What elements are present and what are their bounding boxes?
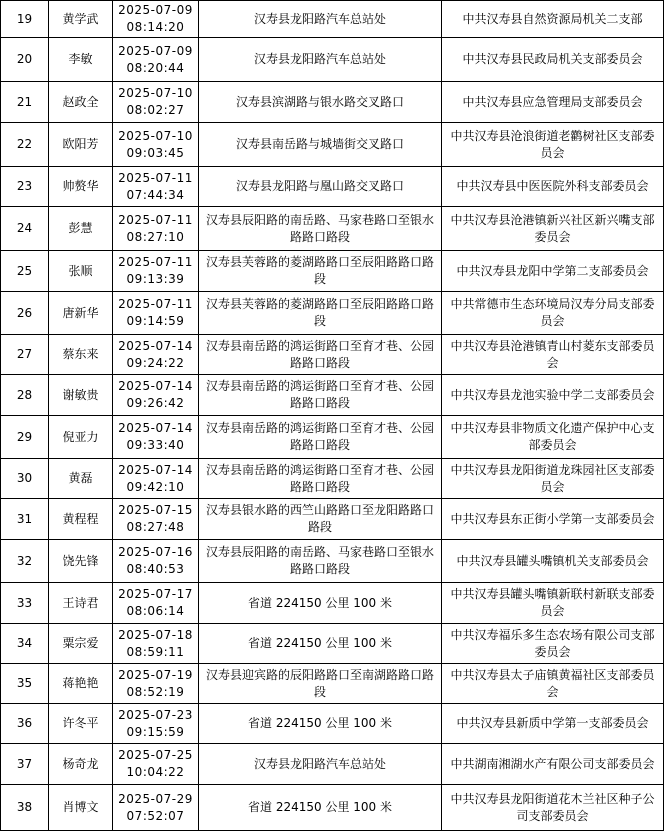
- organization-cell: 中共汉寿县东正街小学第一支部委员会: [442, 499, 664, 540]
- location-cell: 汉寿县芙蓉路的菱湖路路口至辰阳路路口路段: [199, 292, 442, 335]
- row-number-cell: 27: [1, 335, 49, 375]
- name-cell: 许冬平: [49, 704, 113, 744]
- row-number-cell: 22: [1, 123, 49, 167]
- row-number-cell: 20: [1, 38, 49, 82]
- datetime-cell: [113, 540, 199, 583]
- time-text: 10:04:22: [126, 765, 185, 779]
- datetime-cell: [113, 459, 199, 499]
- time-text: 08:14:20: [126, 20, 185, 34]
- time-text: 08:27:48: [126, 520, 185, 534]
- name-cell: 张顺: [49, 251, 113, 292]
- datetime-cell: [113, 664, 199, 704]
- date-text: 2025-07-25: [118, 748, 193, 762]
- location-cell: 汉寿县龙阳路汽车总站处: [199, 1, 442, 38]
- date-text: 2025-07-19: [118, 667, 193, 682]
- time-text: 09:14:59: [126, 314, 185, 328]
- table-row: [1, 785, 664, 831]
- date-text: 2025-07-15: [118, 503, 193, 517]
- name-cell: 黄磊: [49, 459, 113, 499]
- time-text: 08:40:53: [126, 562, 185, 576]
- datetime-cell: [113, 167, 199, 207]
- name-cell: 唐新华: [49, 292, 113, 335]
- date-text: 2025-07-14: [118, 338, 193, 353]
- name-cell: 粟宗爱: [49, 624, 113, 664]
- date-text: 2025-07-23: [118, 707, 193, 722]
- datetime-cell: [113, 82, 199, 123]
- table-row: [1, 123, 664, 167]
- date-text: 2025-07-29: [118, 791, 193, 806]
- date-text: 2025-07-17: [118, 587, 193, 601]
- time-text: 09:42:10: [126, 479, 185, 494]
- table-row: [1, 583, 664, 624]
- date-text: 2025-07-16: [118, 545, 193, 559]
- name-cell: 蔡东来: [49, 335, 113, 375]
- organization-cell: 中共汉寿县自然资源局机关二支部: [442, 1, 664, 38]
- date-text: 2025-07-14: [118, 421, 193, 435]
- row-number-cell: 24: [1, 207, 49, 251]
- row-number-cell: 34: [1, 624, 49, 664]
- organization-cell: 中共汉寿县龙阳街道花木兰社区种子公司支部委员会: [442, 785, 664, 831]
- time-text: 09:24:22: [126, 355, 185, 370]
- date-text: 2025-07-11: [118, 212, 193, 227]
- table-row: [1, 251, 664, 292]
- datetime-cell: [113, 416, 199, 459]
- organization-cell: 中共湖南湘湖水产有限公司支部委员会: [442, 744, 664, 785]
- row-number-cell: 31: [1, 499, 49, 540]
- datetime-cell: [113, 704, 199, 744]
- table-row: [1, 459, 664, 499]
- table-row: [1, 499, 664, 540]
- datetime-cell: [113, 583, 199, 624]
- table-row: [1, 664, 664, 704]
- datetime-cell: [113, 375, 199, 416]
- location-cell: 汉寿县辰阳路的南岳路、马家巷路口至银水路路口路段: [199, 540, 442, 583]
- time-text: 08:02:27: [126, 103, 185, 117]
- time-text: 09:03:45: [126, 145, 185, 160]
- datetime-cell: [113, 499, 199, 540]
- name-cell: 欧阳芳: [49, 123, 113, 167]
- row-number-cell: 37: [1, 744, 49, 785]
- table-row: [1, 82, 664, 123]
- datetime-cell: [113, 335, 199, 375]
- date-text: 2025-07-11: [118, 255, 193, 269]
- name-cell: 黄程程: [49, 499, 113, 540]
- organization-cell: 中共汉寿县沧港镇新兴社区新兴嘴支部委员会: [442, 207, 664, 251]
- organization-cell: 中共汉寿县太子庙镇黄福社区支部委员会: [442, 664, 664, 704]
- time-text: 07:52:07: [126, 808, 185, 823]
- location-cell: 汉寿县辰阳路的南岳路、马家巷路口至银水路路口路段: [199, 207, 442, 251]
- table-row: [1, 167, 664, 207]
- name-cell: 帅赘华: [49, 167, 113, 207]
- name-cell: 杨奇龙: [49, 744, 113, 785]
- row-number-cell: 28: [1, 375, 49, 416]
- date-text: 2025-07-09: [118, 43, 193, 58]
- date-text: 2025-07-18: [118, 627, 193, 642]
- location-cell: 汉寿县南岳路的鸿运街路口至育才巷、公园路路口路段: [199, 335, 442, 375]
- organization-cell: 中共汉寿福乐多生态农场有限公司支部委员会: [442, 624, 664, 664]
- time-text: 08:06:14: [126, 604, 185, 618]
- table-body: [1, 1, 664, 831]
- location-cell: 省道 224150 公里 100 米: [199, 785, 442, 831]
- date-text: 2025-07-11: [118, 170, 193, 185]
- name-cell: 赵政全: [49, 82, 113, 123]
- table-row: [1, 704, 664, 744]
- table-row: [1, 744, 664, 785]
- location-cell: 汉寿县滨湖路与银水路交叉路口: [199, 82, 442, 123]
- name-cell: 倪亚力: [49, 416, 113, 459]
- row-number-cell: 26: [1, 292, 49, 335]
- location-cell: 汉寿县南岳路与城墙街交叉路口: [199, 123, 442, 167]
- organization-cell: 中共汉寿县中医医院外科支部委员会: [442, 167, 664, 207]
- datetime-cell: [113, 624, 199, 664]
- row-number-cell: 29: [1, 416, 49, 459]
- time-text: 07:44:34: [126, 187, 185, 202]
- location-cell: 省道 224150 公里 100 米: [199, 624, 442, 664]
- row-number-cell: 30: [1, 459, 49, 499]
- time-text: 08:27:10: [126, 229, 185, 244]
- name-cell: 蒋艳艳: [49, 664, 113, 704]
- date-text: 2025-07-11: [118, 297, 193, 311]
- row-number-cell: 25: [1, 251, 49, 292]
- location-cell: 汉寿县龙阳路汽车总站处: [199, 744, 442, 785]
- row-number-cell: 23: [1, 167, 49, 207]
- date-text: 2025-07-10: [118, 86, 193, 100]
- name-cell: 肖博文: [49, 785, 113, 831]
- time-text: 08:59:11: [126, 644, 185, 659]
- table-row: [1, 292, 664, 335]
- organization-cell: 中共汉寿县罐头嘴镇新联村新联支部委员会: [442, 583, 664, 624]
- time-text: 09:26:42: [126, 396, 185, 410]
- row-number-cell: 32: [1, 540, 49, 583]
- organization-cell: 中共汉寿县龙池实验中学二支部委员会: [442, 375, 664, 416]
- row-number-cell: 35: [1, 664, 49, 704]
- name-cell: 谢敏贵: [49, 375, 113, 416]
- table-row: [1, 207, 664, 251]
- datetime-cell: [113, 1, 199, 38]
- datetime-cell: [113, 744, 199, 785]
- name-cell: 饶先锋: [49, 540, 113, 583]
- location-cell: 汉寿县银水路的西竺山路路口至龙阳路路口路段: [199, 499, 442, 540]
- location-cell: 省道 224150 公里 100 米: [199, 704, 442, 744]
- row-number-cell: 19: [1, 1, 49, 38]
- organization-cell: 中共汉寿县非物质文化遗产保护中心支部委员会: [442, 416, 664, 459]
- table-row: [1, 1, 664, 38]
- location-cell: 省道 224150 公里 100 米: [199, 583, 442, 624]
- organization-cell: 中共汉寿县应急管理局支部委员会: [442, 82, 664, 123]
- time-text: 08:20:44: [126, 60, 185, 75]
- location-cell: 汉寿县芙蓉路的菱湖路路口至辰阳路路口路段: [199, 251, 442, 292]
- organization-cell: 中共汉寿县沧浪街道老鹳树社区支部委员会: [442, 123, 664, 167]
- datetime-cell: [113, 785, 199, 831]
- location-cell: 汉寿县南岳路的鸿运街路口至育才巷、公园路路口路段: [199, 416, 442, 459]
- time-text: 08:52:19: [126, 684, 185, 699]
- row-number-cell: 38: [1, 785, 49, 831]
- location-cell: 汉寿县迎宾路的辰阳路路口至南湖路路口路段: [199, 664, 442, 704]
- date-text: 2025-07-14: [118, 462, 193, 477]
- row-number-cell: 21: [1, 82, 49, 123]
- organization-cell: 中共汉寿县新质中学第一支部委员会: [442, 704, 664, 744]
- name-cell: 王诗君: [49, 583, 113, 624]
- table-row: [1, 624, 664, 664]
- datetime-cell: [113, 123, 199, 167]
- organization-cell: 中共汉寿县龙阳中学第二支部委员会: [442, 251, 664, 292]
- location-cell: 汉寿县南岳路的鸿运街路口至育才巷、公园路路口路段: [199, 459, 442, 499]
- location-cell: 汉寿县南岳路的鸿运街路口至育才巷、公园路路口路段: [199, 375, 442, 416]
- row-number-cell: 33: [1, 583, 49, 624]
- organization-cell: 中共汉寿县龙阳街道龙珠园社区支部委员会: [442, 459, 664, 499]
- name-cell: 彭慧: [49, 207, 113, 251]
- organization-cell: 中共汉寿县罐头嘴镇机关支部委员会: [442, 540, 664, 583]
- time-text: 09:15:59: [126, 724, 185, 739]
- datetime-cell: [113, 251, 199, 292]
- table-row: [1, 540, 664, 583]
- table-row: [1, 335, 664, 375]
- datetime-cell: [113, 38, 199, 82]
- date-text: 2025-07-10: [118, 128, 193, 143]
- location-cell: 汉寿县龙阳路与凰山路交叉路口: [199, 167, 442, 207]
- datetime-cell: [113, 207, 199, 251]
- table-row: [1, 375, 664, 416]
- organization-cell: 中共常德市生态环境局汉寿分局支部委员会: [442, 292, 664, 335]
- location-cell: 汉寿县龙阳路汽车总站处: [199, 38, 442, 82]
- organization-cell: 中共汉寿县沧港镇青山村菱东支部委员会: [442, 335, 664, 375]
- row-number-cell: 36: [1, 704, 49, 744]
- table-row: [1, 416, 664, 459]
- name-cell: 黄学武: [49, 1, 113, 38]
- table-row: [1, 38, 664, 82]
- name-cell: 李敏: [49, 38, 113, 82]
- date-text: 2025-07-09: [118, 3, 193, 17]
- time-text: 09:33:40: [126, 438, 185, 452]
- time-text: 09:13:39: [126, 272, 185, 286]
- date-text: 2025-07-14: [118, 379, 193, 393]
- datetime-cell: [113, 292, 199, 335]
- organization-cell: 中共汉寿县民政局机关支部委员会: [442, 38, 664, 82]
